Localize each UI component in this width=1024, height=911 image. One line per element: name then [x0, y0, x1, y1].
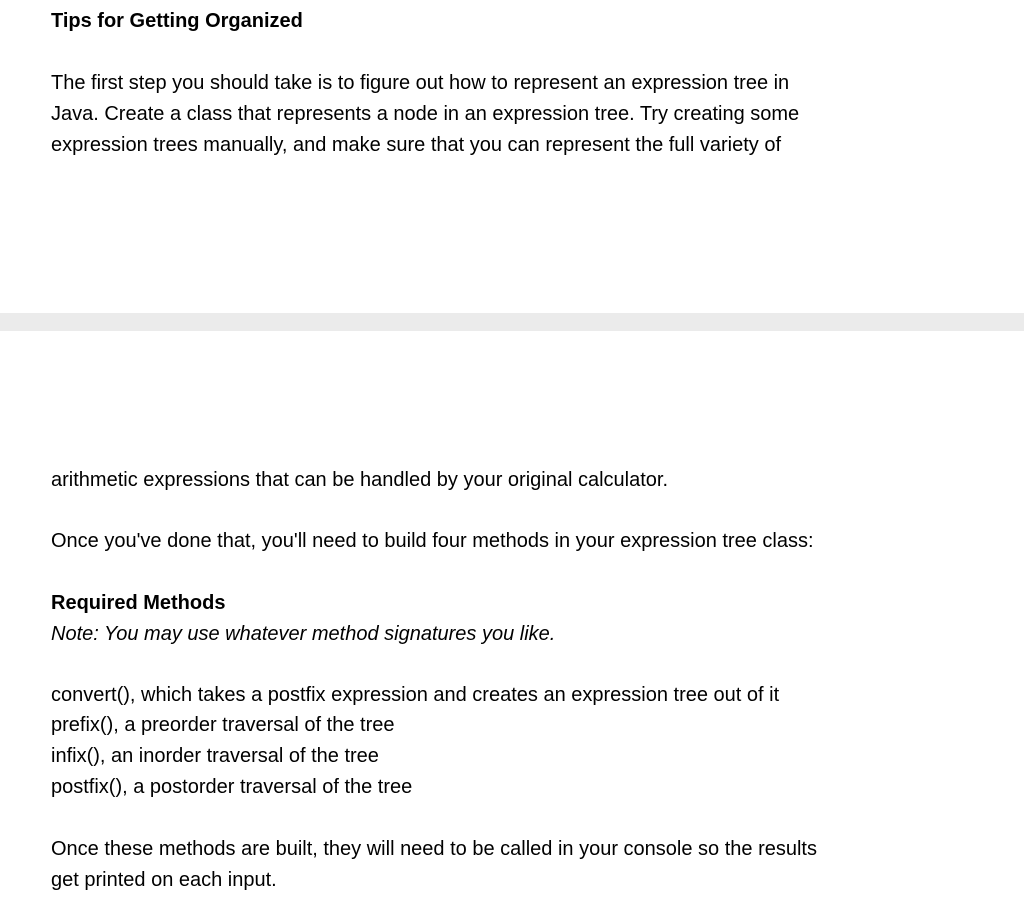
paragraph-line-3: expression trees manually, and make sure that you can represent the full variety of	[51, 134, 782, 156]
section-heading-required-methods: Required Methods	[51, 592, 226, 614]
document-page-2	[0, 331, 1024, 911]
method-item-infix: infix(), an inorder traversal of the tree	[51, 745, 379, 767]
closing-line-2: get printed on each input.	[51, 869, 277, 891]
paragraph-line-2: Java. Create a class that represents a node in an expression tree. Try creating some	[51, 103, 800, 125]
page-break-separator	[0, 313, 1024, 331]
signature-note: Note: You may use whatever method signatures you like.	[51, 623, 556, 645]
document-page-1	[0, 0, 1024, 313]
method-item-convert: convert(), which takes a postfix expression and creates an expression tree out of it	[51, 684, 780, 706]
methods-intro: Once you've done that, you'll need to build four methods in your expression tree class:	[51, 530, 814, 552]
closing-line-1: Once these methods are built, they will need to be called in your console so the results	[51, 838, 817, 860]
paragraph-continuation: arithmetic expressions that can be handled by your original calculator.	[51, 469, 669, 491]
section-heading-tips: Tips for Getting Organized	[51, 10, 303, 32]
method-item-postfix: postfix(), a postorder traversal of the tree	[51, 776, 413, 798]
method-item-prefix: prefix(), a preorder traversal of the tree	[51, 714, 395, 736]
paragraph-line-1: The first step you should take is to figure out how to represent an expression tree in	[51, 72, 790, 94]
